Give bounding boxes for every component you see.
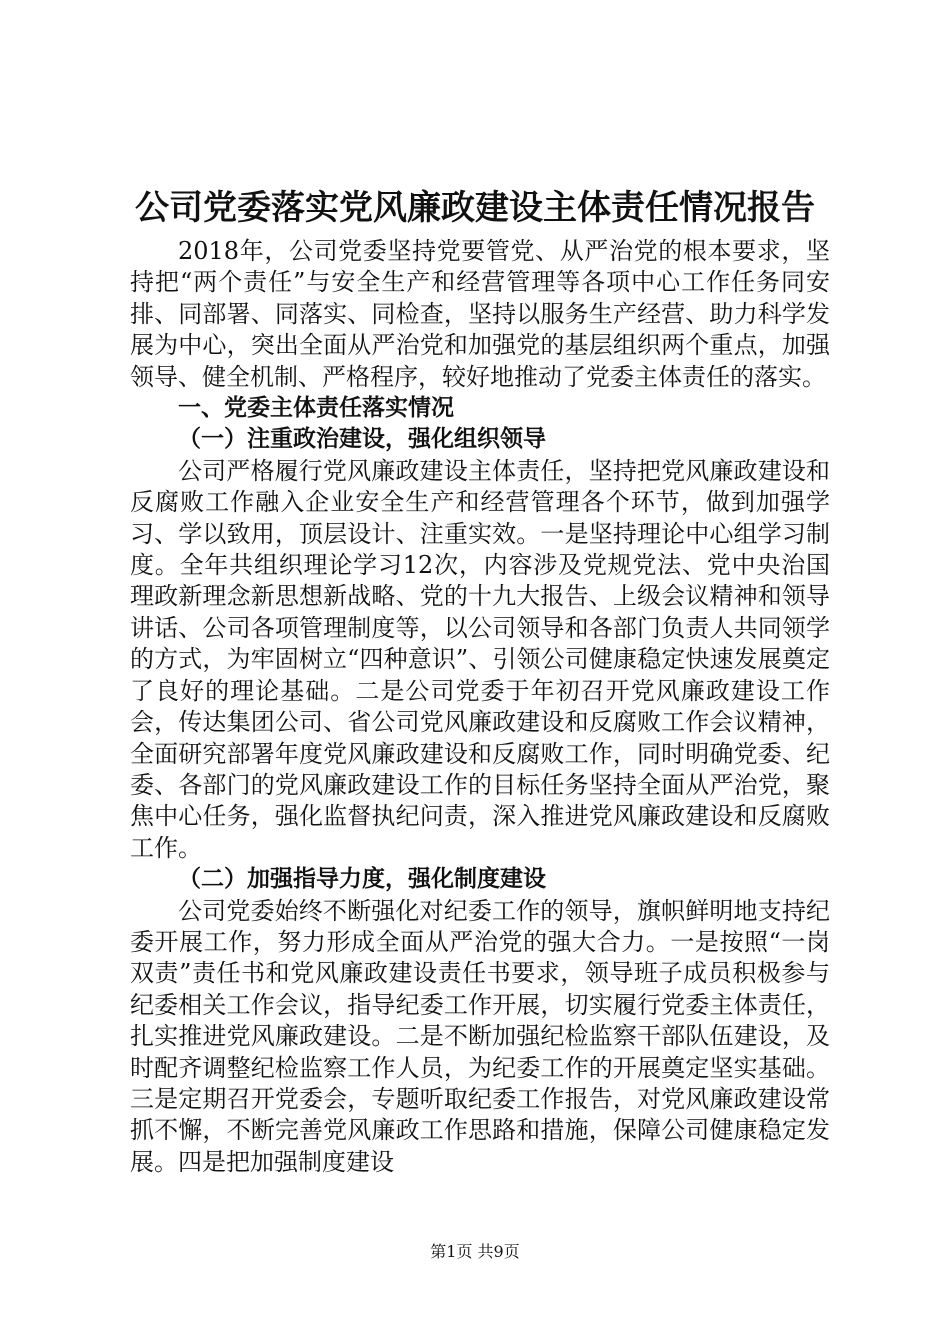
subsection-paragraph-2: 公司党委始终不断强化对纪委工作的领导，旗帜鲜明地支持纪委开展工作，努力形成全面从严治党的强大合力。一是按照“一岗双责”责任书和党风廉政建设责任书要求，领导班子成员积极参与纪委相关工作会议，指导纪委工作开展，切实履行党委主体责任，扎实推进党风廉政建设。二是不断加强纪检监察干部队伍建设，及时配齐调整纪检监察工作人员，为纪委工作的开展奠定坚实基础。三是定期召开党委会，专题听取纪委工作报告，对党风廉政建设常抓不懈，不断完善党风廉政工作思路和措施，保障公司健康稳定发展。四是把加强制度建设 [130,896,830,1176]
document-title: 公司党委落实党风廉政建设主体责任情况报告 [135,188,815,228]
intro-paragraph: 2018年，公司党委坚持党要管党、从严治党的根本要求，坚持把“两个责任”与安全生产和经营管理等各项中心工作任务同安排、同部署、同落实、同检查，坚持以服务生产经营、助力科学发展为中心，突出全面从严治党和加强党的基层组织两个重点，加强领导、健全机制、严格程序，较好地推动了党委主体责任的落实。 [130,237,830,391]
section-heading: 一、党委主体责任落实情况 [178,395,454,422]
page-number-footer: 第1页 共9页 [430,1242,520,1261]
subsection-paragraph-1: 公司严格履行党风廉政建设主体责任，坚持把党风廉政建设和反腐败工作融入企业安全生产和经营管理各个环节，做到加强学习、学以致用，顶层设计、注重实效。一是坚持理论中心组学习制度。全年共组织理论学习12次，内容涉及党规党法、党中央治国理政新理念新思想新战略、党的十九大报告、上级会议精神和领导讲话、公司各项管理制度等，以公司领导和各部门负责人共同领学的方式，为牢固树立“四种意识”、引领公司健康稳定快速发展奠定了良好的理论基础。二是公司党委于年初召开党风廉政建设工作会，传达集团公司、省公司党风廉政建设和反腐败工作会议精神，全面研究部署年度党风廉政建设和反腐败工作，同时明确党委、纪委、各部门的党风廉政建设工作的目标任务坚持全面从严治党，聚焦中心任务，强化监督执纪问责，深入推进党风廉政建设和反腐败工作。 [130,456,830,862]
subsection-heading-2: （二）加强指导力度，强化制度建设 [178,866,546,893]
subsection-heading-1: （一）注重政治建设，强化组织领导 [178,426,546,453]
document-body [130,236,830,1178]
